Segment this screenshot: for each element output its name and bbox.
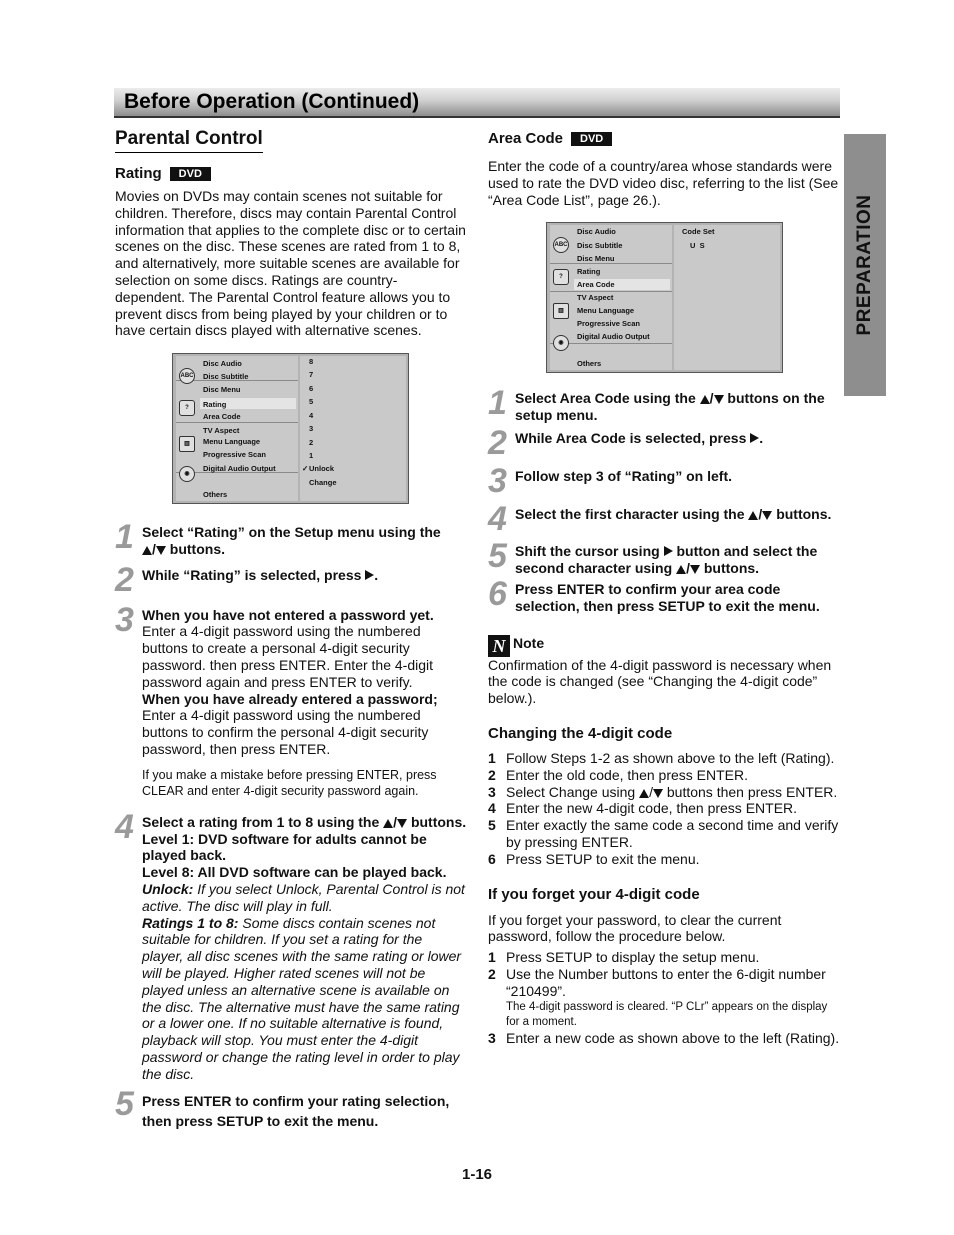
rating-step-1: 1 Select “Rating” on the Setup menu using the / buttons. bbox=[115, 518, 441, 557]
forget-code-heading: If you forget your 4-digit code bbox=[488, 885, 700, 903]
down-arrow-icon bbox=[653, 789, 663, 798]
unlock-label: Unlock: bbox=[142, 880, 194, 897]
step-text: buttons. bbox=[703, 560, 760, 577]
osd-item-selected: Rating bbox=[203, 400, 227, 410]
osd-value: Unlock bbox=[309, 464, 335, 474]
tv-icon: ▥ bbox=[179, 436, 195, 452]
osd-item: Rating bbox=[577, 267, 601, 277]
osd-item: Progressive Scan bbox=[577, 319, 640, 329]
right-column bbox=[488, 130, 840, 1046]
list-item: 3 Select Change using / buttons then press ENTER. bbox=[488, 783, 838, 800]
area-step-1: 1 Select Area Code using the / buttons on the setup menu. bbox=[488, 384, 825, 424]
rating-heading: Rating bbox=[115, 165, 162, 182]
osd-divider bbox=[550, 291, 672, 292]
area-step-4: 4 Select the first character using the / buttons. bbox=[488, 499, 832, 538]
dvd-badge: DVD bbox=[170, 167, 211, 181]
step-text: While Area Code is selected, press bbox=[515, 429, 747, 446]
list-item: 2 Enter the old code, then press ENTER. bbox=[488, 766, 749, 783]
right-arrow-icon bbox=[365, 570, 374, 580]
rating-intro: Movies on DVDs may contain scenes not suitable for children. Therefore, discs may contain Parental Control information that applies to the complete disc or to certain scenes on the disc. These scenes are rated from 1 to 8, and alternatively, more suitable scenes are available for selection on some discs. Ratings are country-dependent. The Parental Control feature allows you to prevent discs from being played by your children or to have certain discs played with alternative scenes. bbox=[115, 188, 466, 339]
step-number: 3 bbox=[115, 600, 134, 639]
rating-step-3 bbox=[115, 600, 467, 799]
osd-item: Others bbox=[203, 490, 228, 500]
osd-item: TV Aspect bbox=[577, 293, 614, 303]
step-level-8: Level 8: All DVD software can be played back. bbox=[142, 864, 447, 881]
list-item: 4 Enter the new 4-digit code, then press ENTER. bbox=[488, 800, 798, 817]
up-arrow-icon bbox=[383, 819, 393, 828]
step-text: Follow step 3 of “Rating” on left. bbox=[515, 467, 732, 484]
osd-divider bbox=[176, 422, 298, 423]
down-arrow-icon bbox=[714, 395, 724, 404]
osd-value: Change bbox=[309, 478, 337, 488]
forget-code-intro: If you forget your password, to clear the current password, follow the procedure below. bbox=[488, 911, 782, 945]
down-arrow-icon bbox=[690, 565, 700, 574]
ratings-label: Ratings 1 to 8: bbox=[142, 914, 239, 931]
ratings-text: Some discs contain scenes not suitable for children. If you set a rating for the player, all disc scenes with the same rating or lower will be played. Higher rated scenes will not be played unless an alternative scene is available on the disc. The alternative must have the same rating or a lower one. If no suitable alternative is found, playback will stop. You must enter the 4-digit password or change the rating level in order to play the disc. bbox=[142, 914, 462, 1082]
osd-item: Menu Language bbox=[203, 437, 261, 447]
area-code-heading: Area Code bbox=[488, 130, 564, 147]
up-arrow-icon bbox=[700, 395, 710, 404]
note-block bbox=[488, 635, 840, 707]
osd-item: Disc Audio bbox=[203, 359, 242, 369]
up-arrow-icon bbox=[639, 789, 649, 798]
list-item: 2 Use the Number buttons to enter the 6-digit number “210499”. The 4-digit password is cleared. “P CLr” appears on the display for a moment. bbox=[488, 966, 840, 1030]
area-step-5: 5 Shift the cursor using button and select the second character using / buttons. bbox=[488, 537, 818, 577]
step-text: Press ENTER to confirm your rating selection, then press SETUP to exit the menu. bbox=[142, 1093, 450, 1130]
area-step-6 bbox=[488, 574, 840, 615]
step-text: Enter a 4-digit password using the numbered buttons to create a personal 4-digit security password. then press ENTER. Enter the 4-digit password again and press ENTER to verify. bbox=[142, 623, 434, 690]
speaker-icon: ◉ bbox=[179, 466, 195, 482]
osd-item: Menu Language bbox=[577, 306, 635, 316]
osd-divider bbox=[550, 263, 672, 264]
rating-setup-menu-screen bbox=[172, 353, 409, 504]
osd-value: 7 bbox=[309, 370, 314, 380]
step-text: Select a rating from 1 to 8 using the bbox=[142, 813, 380, 830]
step-text: Select “Rating” on the Setup menu using the bbox=[142, 524, 441, 541]
right-arrow-icon bbox=[750, 433, 759, 443]
osd-item: Others bbox=[577, 359, 602, 369]
forget-code-steps bbox=[488, 949, 840, 1046]
step-text: Shift the cursor using bbox=[515, 543, 660, 560]
page-number: 1-16 bbox=[462, 1166, 493, 1183]
step-subheading: When you have not entered a password yet. bbox=[142, 606, 434, 623]
step-text: Select Area Code using the bbox=[515, 390, 696, 407]
disc-icon: ABC bbox=[553, 237, 569, 253]
step-text: button and select the second character using bbox=[515, 543, 818, 577]
osd-item-selected: Area Code bbox=[577, 280, 615, 290]
step-text: Enter a 4-digit password using the numbered buttons to confirm the personal 4-digit security password, then press ENTER. bbox=[142, 707, 429, 757]
forget-step-small-note: The 4-digit password is cleared. “P CLr” appears on the display for a moment. bbox=[506, 1000, 828, 1028]
step-level-1: Level 1: DVD software for adults cannot be played back. bbox=[142, 830, 427, 864]
page-title: Before Operation (Continued) bbox=[124, 90, 420, 113]
area-step-3 bbox=[488, 461, 840, 500]
osd-value: 2 bbox=[309, 438, 314, 448]
speaker-icon: ◉ bbox=[553, 335, 569, 351]
area-code-intro: Enter the code of a country/area whose standards were used to rate the DVD video disc, referring to the list (See “Area Code List”, page 26.). bbox=[488, 158, 839, 208]
step-text: Select the first character using the bbox=[515, 505, 745, 522]
note-text: Confirmation of the 4-digit password is necessary when the code is changed (see “Changing the 4-digit code” below.). bbox=[488, 656, 832, 707]
step-small-note: If you make a mistake before pressing ENTER, press CLEAR and enter 4-digit security password again. bbox=[142, 767, 437, 798]
rating-step-2: 2 While “Rating” is selected, press . bbox=[115, 560, 379, 599]
disc-icon: ABC bbox=[179, 368, 195, 384]
right-arrow-icon bbox=[664, 546, 673, 556]
side-tab-label: PREPARATION bbox=[854, 194, 875, 336]
osd-item: Disc Audio bbox=[577, 227, 616, 237]
note-label: Note bbox=[513, 634, 545, 651]
osd-item: Disc Menu bbox=[203, 385, 241, 395]
step-number: 1 bbox=[115, 518, 134, 557]
lock-icon: ? bbox=[553, 269, 569, 285]
down-arrow-icon bbox=[397, 819, 407, 828]
step-number: 3 bbox=[488, 461, 507, 500]
note-icon: N bbox=[488, 635, 510, 657]
checkmark-icon: ✓ bbox=[302, 464, 309, 474]
step-number: 2 bbox=[488, 423, 507, 462]
step-number: 2 bbox=[115, 560, 134, 599]
list-item: 1 Follow Steps 1-2 as shown above to the left (Rating). bbox=[488, 749, 835, 766]
up-arrow-icon bbox=[676, 565, 686, 574]
step-text: buttons. bbox=[169, 540, 225, 557]
osd-item: Disc Menu bbox=[577, 254, 615, 264]
up-arrow-icon bbox=[748, 511, 758, 520]
section-side-tab bbox=[844, 134, 886, 396]
down-arrow-icon bbox=[156, 546, 166, 555]
area-code-setup-menu-screen bbox=[546, 222, 783, 373]
up-arrow-icon bbox=[142, 546, 152, 555]
list-item: 6 Press SETUP to exit the menu. bbox=[488, 850, 700, 867]
osd-value: 6 bbox=[309, 384, 314, 394]
osd-item: Digital Audio Output bbox=[203, 464, 276, 474]
step-text: Press ENTER to confirm your area code selection, then press SETUP to exit the menu. bbox=[515, 580, 820, 614]
osd-value: 1 bbox=[309, 451, 314, 461]
dvd-badge: DVD bbox=[571, 132, 612, 146]
osd-item: Disc Subtitle bbox=[577, 241, 623, 251]
osd-code-value: U S bbox=[690, 241, 705, 251]
list-item: 3 Enter a new code as shown above to the left (Rating). bbox=[488, 1029, 840, 1046]
area-step-2: 2 While Area Code is selected, press . bbox=[488, 423, 764, 462]
lock-icon: ? bbox=[179, 400, 195, 416]
osd-value: 5 bbox=[309, 397, 314, 407]
area-code-heading-row bbox=[488, 130, 840, 147]
list-item: 5 Enter exactly the same code a second time and verify by pressing ENTER. bbox=[488, 817, 839, 850]
osd-item: Area Code bbox=[203, 412, 241, 422]
step-text: While “Rating” is selected, press bbox=[142, 566, 362, 583]
osd-item: Progressive Scan bbox=[203, 450, 266, 460]
left-column bbox=[115, 128, 467, 1131]
section-title: Parental Control bbox=[115, 128, 263, 153]
step-subheading: When you have already entered a password; bbox=[142, 690, 438, 707]
step-text: buttons. bbox=[776, 505, 832, 522]
step-number: 5 bbox=[488, 537, 507, 576]
osd-item: TV Aspect bbox=[203, 426, 240, 436]
osd-code-label: Code Set bbox=[682, 227, 715, 237]
step-text: buttons. bbox=[410, 813, 467, 830]
down-arrow-icon bbox=[762, 511, 772, 520]
rating-step-4: 4 Select a rating from 1 to 8 using the / buttons. Level 1: DVD software for adults cannot be played back. Level 8: All DVD software can be played back. Unlock: If you select Unlock, Parental Control is not active. The disc will play in full. Ratings 1 to 8: Some discs contain scenes not suitable for children. If you set a rating for the player, all disc scenes with the same rating or lower will be played. Higher rated scenes will not be played unless an alternative scene is available on the disc. The alternative must have the same rating or a lower one. If no suitable alternative is found, playback will stop. You must enter the 4-digit password or change the rating level in order to play the disc. bbox=[115, 807, 467, 1082]
rating-step-5 bbox=[115, 1085, 467, 1131]
tv-icon: ▥ bbox=[553, 303, 569, 319]
step-text: buttons on the setup menu. bbox=[515, 390, 825, 424]
list-item: 1 Press SETUP to display the setup menu. bbox=[488, 949, 760, 966]
rating-heading-row bbox=[115, 165, 467, 182]
osd-value: 3 bbox=[309, 424, 314, 434]
step-number: 6 bbox=[488, 574, 507, 613]
change-code-heading: Changing the 4-digit code bbox=[488, 724, 673, 742]
step-number: 1 bbox=[488, 384, 507, 423]
osd-value: 8 bbox=[309, 357, 314, 367]
osd-value: 4 bbox=[309, 411, 314, 421]
step-number: 5 bbox=[115, 1085, 134, 1124]
page-header-banner bbox=[114, 88, 840, 118]
osd-item: Digital Audio Output bbox=[577, 332, 650, 342]
osd-item: Disc Subtitle bbox=[203, 372, 249, 382]
step-number: 4 bbox=[488, 499, 507, 538]
change-code-steps bbox=[488, 750, 840, 868]
step-number: 4 bbox=[115, 807, 134, 846]
unlock-text: If you select Unlock, Parental Control is not active. The disc will play in full. bbox=[142, 880, 465, 914]
